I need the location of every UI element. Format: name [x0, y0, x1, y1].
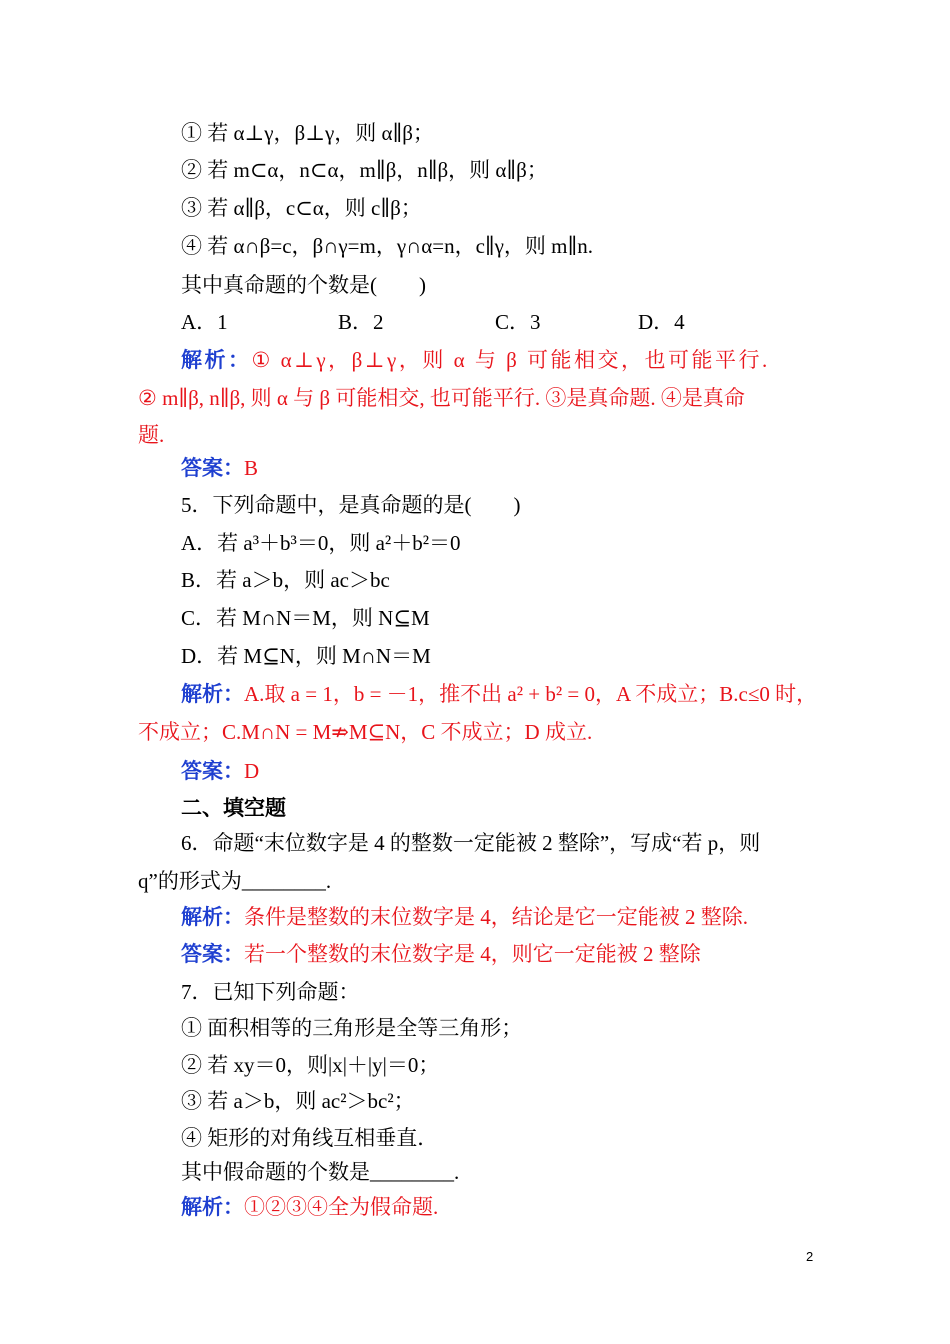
q4-statement-4: ④ 若 α∩β=c，β∩γ=m，γ∩α=n，c∥γ，则 m∥n. [181, 234, 593, 258]
q4-option-d: D．4 [638, 310, 685, 334]
q6-answer: 答案：若一个整数的末位数字是 4，则它一定能被 2 整除 [181, 942, 701, 966]
section-heading-fill-in: 二、填空题 [181, 796, 286, 820]
q5-option-b: B．若 a＞b，则 ac＞bc [181, 568, 390, 592]
q4-options [181, 308, 685, 336]
answer-label: 答案： [181, 456, 244, 480]
q6-question-line-1: 6．命题“末位数字是 4 的整数一定能被 2 整除”，写成“若 p，则 [181, 831, 761, 855]
q4-statement-2: ② 若 m⊂α，n⊂α，m∥β，n∥β，则 α∥β； [181, 158, 548, 182]
q4-analysis-line-3: 题. [138, 423, 165, 447]
q4-statement-3: ③ 若 α∥β，c⊂α，则 c∥β； [181, 196, 422, 220]
q6-analysis: 解析：条件是整数的末位数字是 4，结论是它一定能被 2 整除. [181, 905, 748, 929]
q4-analysis-line-2: ② m∥β, n∥β, 则 α 与 β 可能相交, 也可能平行. ③是真命题. ④是真命 [138, 386, 745, 410]
q5-option-d: D．若 M⊆N，则 M∩N＝M [181, 644, 431, 668]
q5-option-c: C．若 M∩N＝M，则 N⊆M [181, 606, 430, 630]
q7-question-line: 其中假命题的个数是________. [181, 1160, 460, 1184]
q6-question-line-2: q”的形式为________. [138, 869, 332, 893]
q5-answer: 答案：D [181, 759, 260, 783]
q4-question-stem: 其中真命题的个数是( ) [181, 273, 426, 297]
q7-analysis: 解析：①②③④全为假命题. [181, 1195, 439, 1219]
answer-label: 答案： [181, 942, 244, 966]
analysis-label: 解析： [181, 682, 244, 706]
q5-option-a: A．若 a³＋b³＝0，则 a²＋b²＝0 [181, 531, 461, 555]
q5-analysis-line-1: 解析：A.取 a = 1，b = －1，推不出 a² + b² = 0，A 不成立；B.c≤0 时， [181, 682, 818, 706]
q4-option-b: B．2 [338, 310, 384, 334]
q5-question-stem: 5．下列命题中，是真命题的是( ) [181, 493, 521, 517]
analysis-label: 解析： [181, 348, 252, 372]
q4-statement-1: ① 若 α⊥γ，β⊥γ，则 α∥β； [181, 121, 434, 145]
q5-analysis-line-2: 不成立；C.M∩N = M⇏M⊆N，C 不成立；D 成立. [138, 720, 593, 744]
q4-option-c: C．3 [495, 310, 541, 334]
q7-statement-2: ② 若 xy＝0，则|x|＋|y|＝0； [181, 1053, 440, 1077]
q7-statement-1: ① 面积相等的三角形是全等三角形； [181, 1016, 523, 1040]
analysis-label: 解析： [181, 1195, 244, 1219]
q4-analysis-line-1: 解析：① α⊥γ，β⊥γ，则 α 与 β 可能相交，也可能平行. [181, 348, 770, 372]
analysis-label: 解析： [181, 905, 244, 929]
q4-answer: 答案：B [181, 456, 259, 480]
answer-label: 答案： [181, 759, 244, 783]
q7-question-stem: 7．已知下列命题： [181, 980, 360, 1004]
q7-statement-4: ④ 矩形的对角线互相垂直． [181, 1126, 439, 1150]
q7-statement-3: ③ 若 a＞b，则 ac²＞bc²； [181, 1089, 415, 1113]
page-number: 2 [806, 1249, 814, 1264]
q4-option-a: A．1 [181, 310, 228, 334]
